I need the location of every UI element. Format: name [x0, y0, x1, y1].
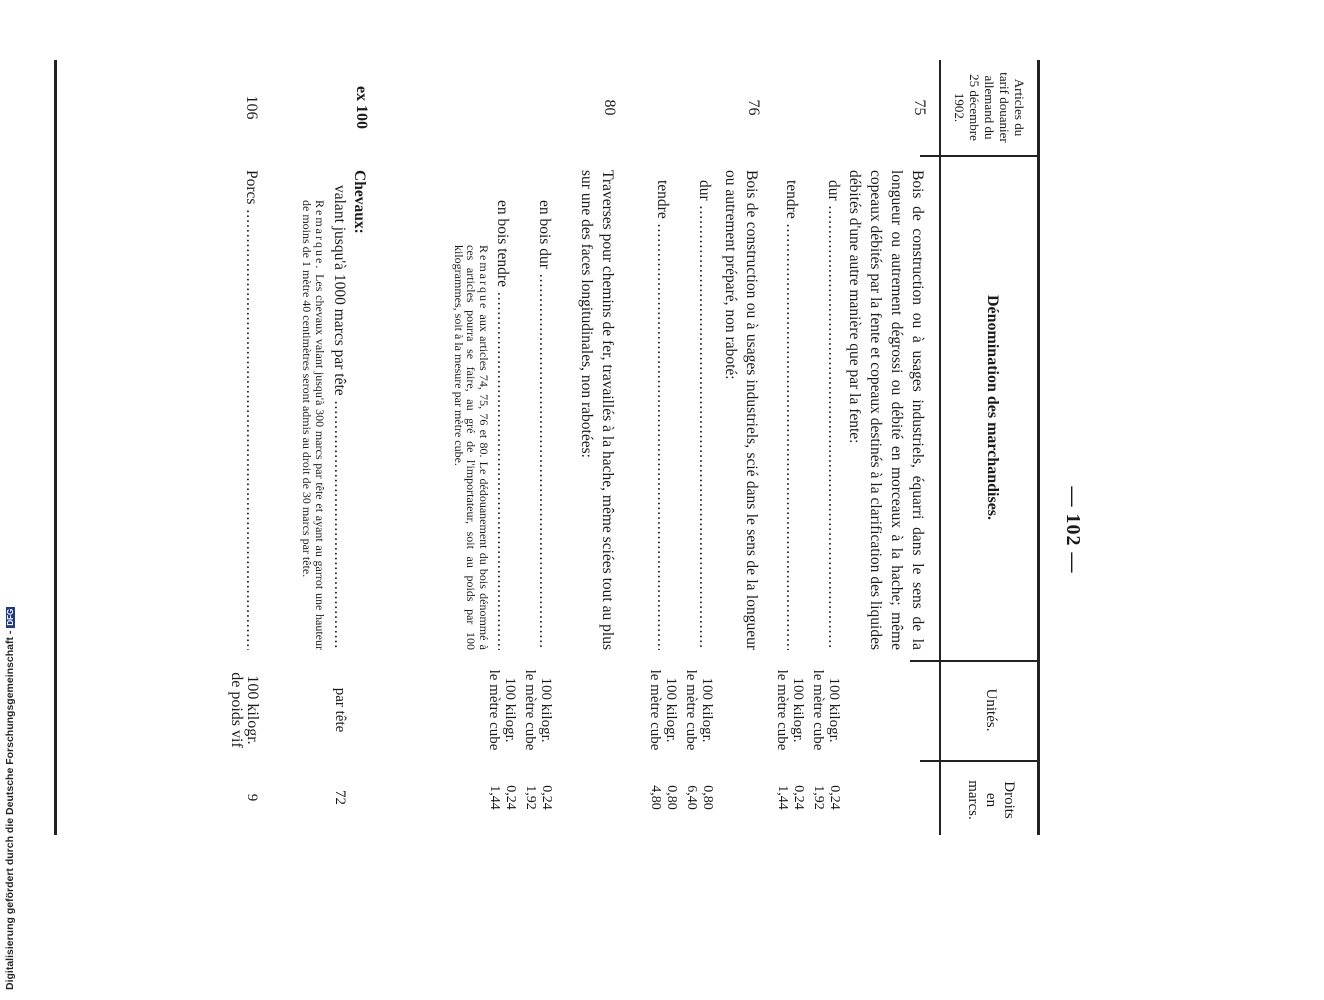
duty-cell: 0,80 6,40 0,80 4,80: [648, 785, 715, 810]
col-rule-article: [920, 155, 1040, 157]
header-denomination: Dénomination des marchandises.: [984, 294, 1001, 521]
header-articles-line: allemand du: [982, 75, 997, 140]
item-subline: dur .....: [694, 180, 715, 650]
page-number: — 102 —: [1062, 486, 1084, 574]
article-number: 106: [243, 95, 260, 120]
header-duties-line: en: [983, 792, 999, 808]
item-description: Bois de construction ou à usages industriels, scié dans le sens de la longueur ou autrement préparé, non raboté:: [722, 170, 760, 650]
table-top-rule: [1037, 60, 1040, 835]
header-duties-line: marcs.: [965, 780, 981, 820]
header-duties: [964, 765, 1018, 835]
item-subline: dur .....: [823, 180, 844, 650]
credit-text: Digitalisierung gefördert durch die Deutsche Forschungsgemeinschaft -: [4, 630, 16, 990]
item-subline: tendre .....: [781, 180, 802, 650]
col-rule-units: [910, 660, 1040, 662]
unit-cell: 100 kilogr. le mètre cube 100 kilogr. le mètre cube: [486, 669, 554, 751]
col-rule-duties: [920, 760, 1040, 762]
duty-cell: 9: [244, 793, 260, 802]
article-number: 76: [745, 99, 762, 116]
remark: Remarque aux articles 74, 75, 76 et 80. Le dédouanement du bois dénommé à ces articles pourra se faire, au gré de l'importateur, soit au poids par 100 kilogrammes, soit à la mesure par mètre cube.: [452, 245, 491, 650]
duty-cell: 72: [332, 790, 348, 805]
header-articles-line: 1902.: [952, 92, 967, 123]
dfg-logo: DFG: [6, 608, 15, 626]
unit-cell: 100 kilogr. le mètre cube 100 kilogr. le mètre cube: [774, 669, 842, 751]
item-description: Bois de construction ou à usages industriels, équarri dans le sens de la longueur ou autrement dégrossi ou débité en morceaux à la hache; même copeaux débités par la fente et copeaux destinés à la clarification des liquides débités d'une autre manière que par la fente:: [846, 170, 926, 650]
document-page: [0, 60, 1190, 920]
table-header-rule: [939, 60, 941, 835]
unit-cell: 100 kilogr. le mètre cube 100 kilogr. le mètre cube: [647, 669, 715, 751]
header-articles: [952, 65, 1027, 150]
remark: Remarque. Les chevaux valant jusqu'à 300 marcs par tête et ayant au garrot une hauteur de moins de 1 mètre 40 centimètres seront admis au droit de 30 marcs par tête.: [300, 200, 327, 650]
item-title: Chevaux:: [351, 170, 368, 234]
header-units: Unités.: [983, 688, 999, 732]
header-articles-line: tarif douanier: [997, 72, 1012, 143]
item-subline: tendre .....: [652, 180, 673, 650]
table-bottom-rule: [54, 60, 57, 835]
item-description: Traverses pour chemins de fer, travaillés à la hache, même sciées tout au plus sur une des faces longitudinales, non rabotées:: [578, 170, 616, 650]
article-number: 75: [911, 99, 928, 116]
unit-cell: 100 kilogr. de poids vif: [228, 672, 261, 748]
duty-cell: 0,24 1,92 0,24 1,44: [487, 785, 554, 810]
header-duties-line: Droits: [1001, 781, 1017, 819]
article-number: ex 100: [353, 85, 370, 130]
article-number: 80: [601, 99, 618, 116]
item-subline: en bois dur .....: [534, 200, 555, 650]
duty-cell: 0,24 1,92 0,24 1,44: [775, 785, 842, 810]
item-description: Porcs .....: [241, 170, 262, 650]
unit-cell: par tête: [332, 687, 348, 733]
header-articles-line: 25 décembre: [967, 74, 982, 141]
item-subline: valant jusqu'à 1000 marcs par tête .....: [329, 185, 350, 650]
header-articles-line: Articles du: [1012, 78, 1027, 137]
item-subline: en bois tendre .....: [492, 200, 513, 650]
